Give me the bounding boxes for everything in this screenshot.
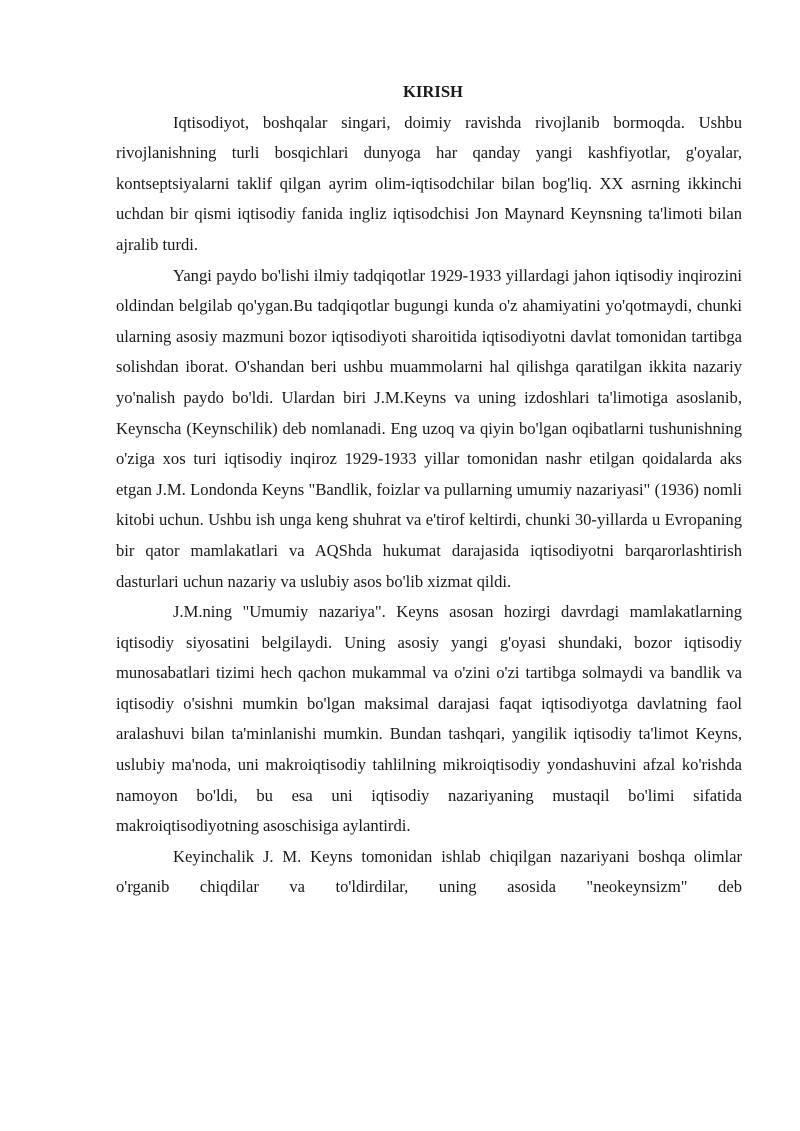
- paragraph-4: Keyinchalik J. M. Keyns tomonidan ishlab chiqilgan nazariyani boshqa olimlar o'rganib chiqdilar va to'ldirdilar, uning asosida "neokeynsizm" deb: [116, 846, 742, 897]
- paragraph-1: Iqtisodiyot, boshqalar singari, doimiy ravishda rivojlanib bormoqda. Ushbu rivojlanishning turli bosqichlari dunyoga har qanday yangi kashfiyotlar, g'oyalar, kontseptsiyalarni taklif qilgan ayrim olim-iqtisodchilar bilan bog'liq. XX asrning ikkinchi uchdan bir qismi iqtisodiy fanida ingliz iqtisodchisi Jon Maynard Keynsning ta'limoti bilan ajralib turdi.: [116, 112, 742, 254]
- paragraph-2: Yangi paydo bo'lishi ilmiy tadqiqotlar 1929-1933 yillardagi jahon iqtisodiy inqirozini oldindan belgilab qo'ygan.Bu tadqiqotlar bugungi kunda o'z ahamiyatini yo'qotmaydi, chunki ularning asosiy mazmuni bozor iqtisodiyoti sharoitida iqtisodiyotni davlat tomonidan tartibga solishdan iborat. O'shandan beri ushbu muammolarni hal qilishga qaratilgan ikkita nazariy yo'nalish paydo bo'ldi. Ulardan biri J.M.Keyns va uning izdoshlari ta'limotiga asoslanib, Keynscha (Keynschilik) deb nomlanadi. Eng uzoq va qiyin bo'lgan oqibatlarni tushunishning o'ziga xos turi iqtisodiy inqiroz 1929-1933 yillar tomonidan nashr etilgan qoidalarda aks etgan J.M. Londonda Keyns "Bandlik, foizlar va pullarning umumiy nazariyasi" (1936) nomli kitobi uchun. Ushbu ish unga keng shuhrat va e'tirof keltirdi, chunki 30-yillarda u Evropaning bir qator mamlakatlari va AQShda hukumat darajasida iqtisodiyotni barqarorlashtirish dasturlari uchun nazariy va uslubiy asos bo'lib xizmat qildi.: [116, 265, 742, 591]
- page-title: KIRISH: [403, 82, 463, 101]
- paragraph-3: J.M.ning "Umumiy nazariya". Keyns asosan hozirgi davrdagi mamlakatlarning iqtisodiy siyosatini belgilaydi. Uning asosiy yangi g'oyasi shundaki, bozor iqtisodiy munosabatlari tizimi hech qachon mukammal va o'zini o'zi tartibga solmaydi va bandlik va iqtisodiy o'sishni mumkin bo'lgan maksimal darajasi faqat iqtisodiyotga davlatning faol aralashuvi bilan ta'minlanishi mumkin. Bundan tashqari, yangilik iqtisodiy ta'limot Keyns, uslubiy ma'noda, uni makroiqtisodiy tahlilning mikroiqtisodiy yondashuvini afzal ko'rishda namoyon bo'ldi, bu esa uni iqtisodiy nazariyaning mustaqil bo'limi sifatida makroiqtisodiyotning asoschisiga aylantirdi.: [116, 602, 742, 836]
- document-body: [116, 77, 742, 903]
